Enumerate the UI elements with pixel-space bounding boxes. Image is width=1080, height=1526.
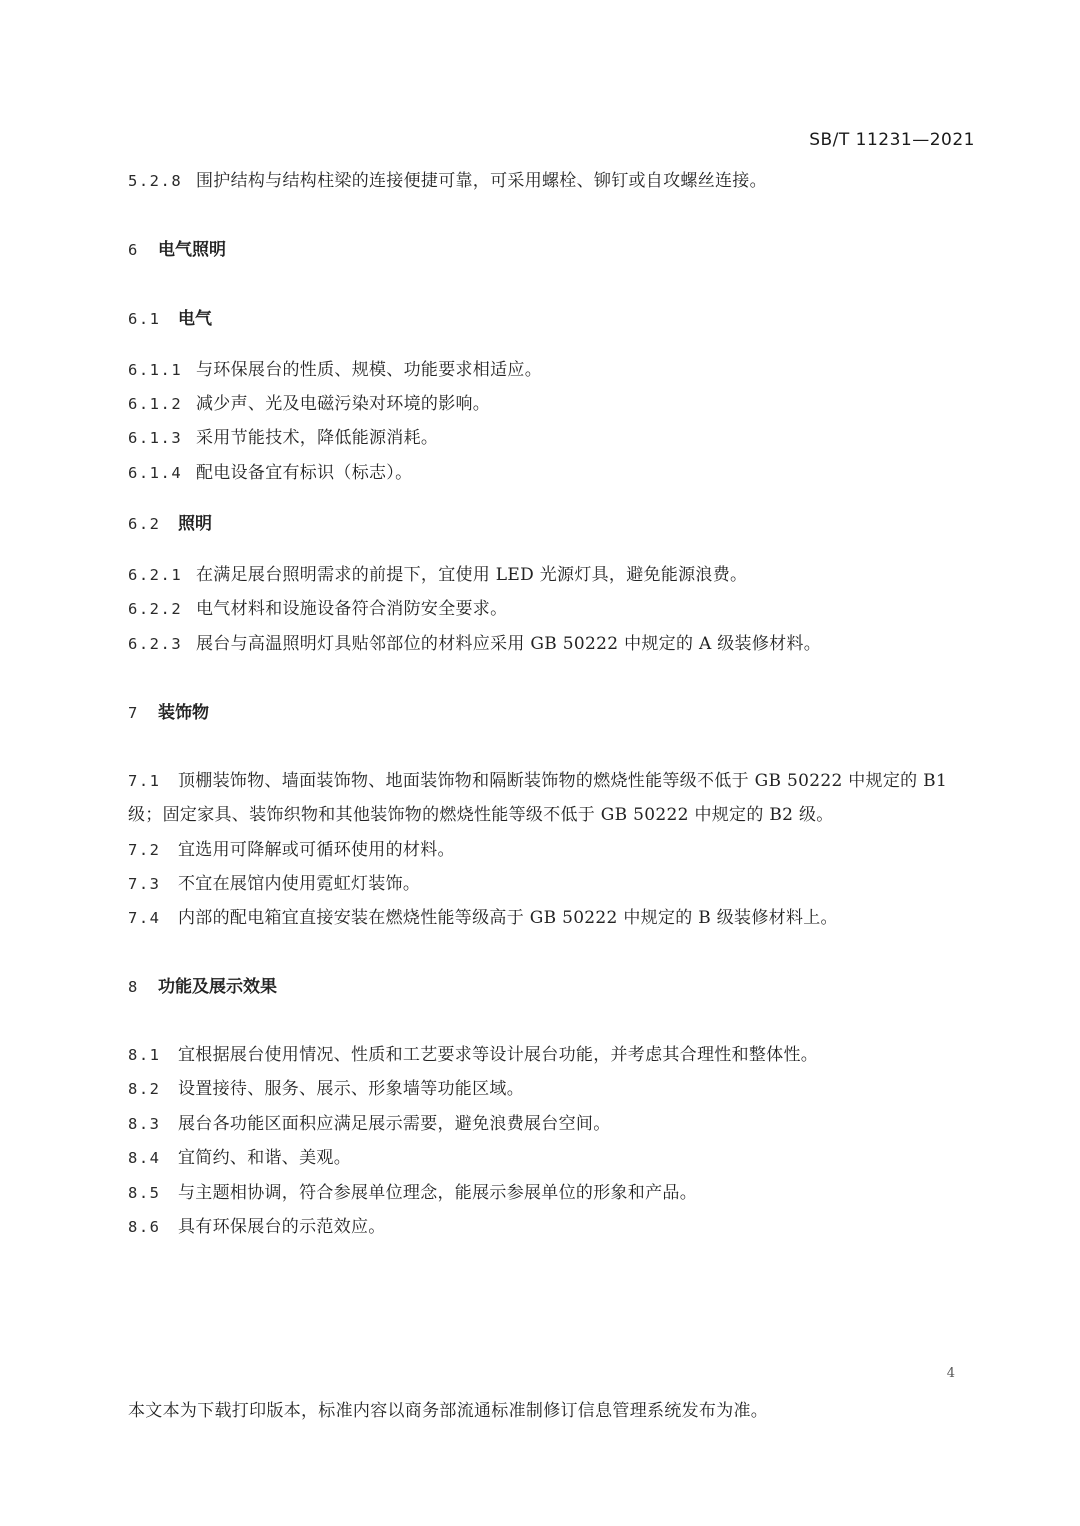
- clause-7-2: [128, 837, 455, 863]
- clause-number: 7.2: [128, 841, 161, 859]
- clause-text: 宜根据展台使用情况、性质和工艺要求等设计展台功能，并考虑其合理性和整体性。: [178, 1045, 819, 1065]
- clause-text: 内部的配电箱宜直接安装在燃烧性能等级高于 GB 50222 中规定的 B 级装修材料上。: [178, 908, 838, 928]
- heading-number: 6: [128, 241, 139, 259]
- clause-text: 不宜在展馆内使用霓虹灯装饰。: [178, 874, 421, 894]
- standard-code: SB/T 11231—2021: [809, 130, 975, 150]
- clause-6-1-3: [128, 425, 438, 451]
- heading-6-2: [128, 511, 212, 537]
- clause-6-1-4: [128, 460, 412, 486]
- clause-8-1: [128, 1042, 818, 1068]
- clause-number: 7.3: [128, 875, 161, 893]
- clause-number: 8.6: [128, 1218, 161, 1236]
- heading-title: 照明: [178, 514, 212, 534]
- heading-7: [128, 700, 209, 726]
- clause-6-1-1: [128, 357, 542, 383]
- clause-number: 7.1: [128, 772, 161, 790]
- heading-title: 电气照明: [158, 240, 226, 260]
- page-number: 4: [946, 1366, 955, 1381]
- clause-number: 8.1: [128, 1046, 161, 1064]
- clause-text: 电气材料和设施设备符合消防安全要求。: [196, 599, 508, 619]
- clause-number: 8.5: [128, 1184, 161, 1202]
- heading-6-1: [128, 306, 212, 332]
- clause-text: 在满足展台照明需求的前提下，宜使用 LED 光源灯具，避免能源浪费。: [196, 565, 748, 585]
- clause-number: 5.2.8: [128, 172, 183, 190]
- heading-title: 电气: [178, 309, 212, 329]
- heading-number: 8: [128, 978, 139, 996]
- clause-text: 围护结构与结构柱梁的连接便捷可靠，可采用螺栓、铆钉或自攻螺丝连接。: [196, 171, 767, 191]
- clause-number: 6.1.2: [128, 395, 183, 413]
- clause-number: 7.4: [128, 909, 161, 927]
- clause-text: 减少声、光及电磁污染对环境的影响。: [196, 394, 491, 414]
- clause-7-1-continuation: 级；固定家具、装饰织物和其他装饰物的燃烧性能等级不低于 GB 50222 中规定的 B2 级。: [128, 805, 834, 825]
- clause-text: 具有环保展台的示范效应。: [178, 1217, 386, 1237]
- clause-text: 展台各功能区面积应满足展示需要，避免浪费展台空间。: [178, 1114, 611, 1134]
- clause-text: 宜选用可降解或可循环使用的材料。: [178, 840, 455, 860]
- clause-text: 采用节能技术，降低能源消耗。: [196, 428, 439, 448]
- clause-number: 8.3: [128, 1115, 161, 1133]
- clause-6-2-3: [128, 631, 821, 657]
- clause-6-1-2: [128, 391, 490, 417]
- clause-number: 8.2: [128, 1080, 161, 1098]
- clause-7-1: [128, 768, 947, 794]
- heading-6: [128, 237, 226, 263]
- footer-note: 本文本为下载打印版本，标准内容以商务部流通标准制修订信息管理系统发布为准。: [128, 1401, 769, 1421]
- clause-8-4: [128, 1145, 351, 1171]
- clause-8-2: [128, 1076, 524, 1102]
- clause-number: 6.2.3: [128, 635, 183, 653]
- clause-6-2-2: [128, 596, 507, 622]
- heading-title: 功能及展示效果: [158, 977, 277, 997]
- clause-number: 6.1.3: [128, 429, 183, 447]
- clause-text: 与环保展台的性质、规模、功能要求相适应。: [196, 360, 542, 380]
- clause-number: 6.2.2: [128, 600, 183, 618]
- clause-6-2-1: [128, 562, 747, 588]
- clause-7-3: [128, 871, 420, 897]
- clause-8-5: [128, 1180, 697, 1206]
- clause-number: 6.1.1: [128, 361, 183, 379]
- clause-7-4: [128, 905, 838, 931]
- clause-text: 展台与高温照明灯具贴邻部位的材料应采用 GB 50222 中规定的 A 级装修材料。: [196, 634, 822, 654]
- heading-number: 6.1: [128, 310, 161, 328]
- heading-8: [128, 974, 277, 1000]
- clause-text: 宜简约、和谐、美观。: [178, 1148, 351, 1168]
- clause-text: 配电设备宜有标识（标志）。: [196, 463, 413, 483]
- clause-number: 6.2.1: [128, 566, 183, 584]
- clause-8-6: [128, 1214, 386, 1240]
- heading-number: 7: [128, 704, 139, 722]
- clause-8-3: [128, 1111, 611, 1137]
- clause-5-2-8: [128, 168, 767, 194]
- heading-title: 装饰物: [158, 703, 209, 723]
- clause-number: 8.4: [128, 1149, 161, 1167]
- clause-number: 6.1.4: [128, 464, 183, 482]
- heading-number: 6.2: [128, 515, 161, 533]
- clause-text: 与主题相协调，符合参展单位理念，能展示参展单位的形象和产品。: [178, 1183, 697, 1203]
- clause-text: 设置接待、服务、展示、形象墙等功能区域。: [178, 1079, 524, 1099]
- clause-text: 顶棚装饰物、墙面装饰物、地面装饰物和隔断装饰物的燃烧性能等级不低于 GB 50222 中规定的 B1: [178, 771, 948, 791]
